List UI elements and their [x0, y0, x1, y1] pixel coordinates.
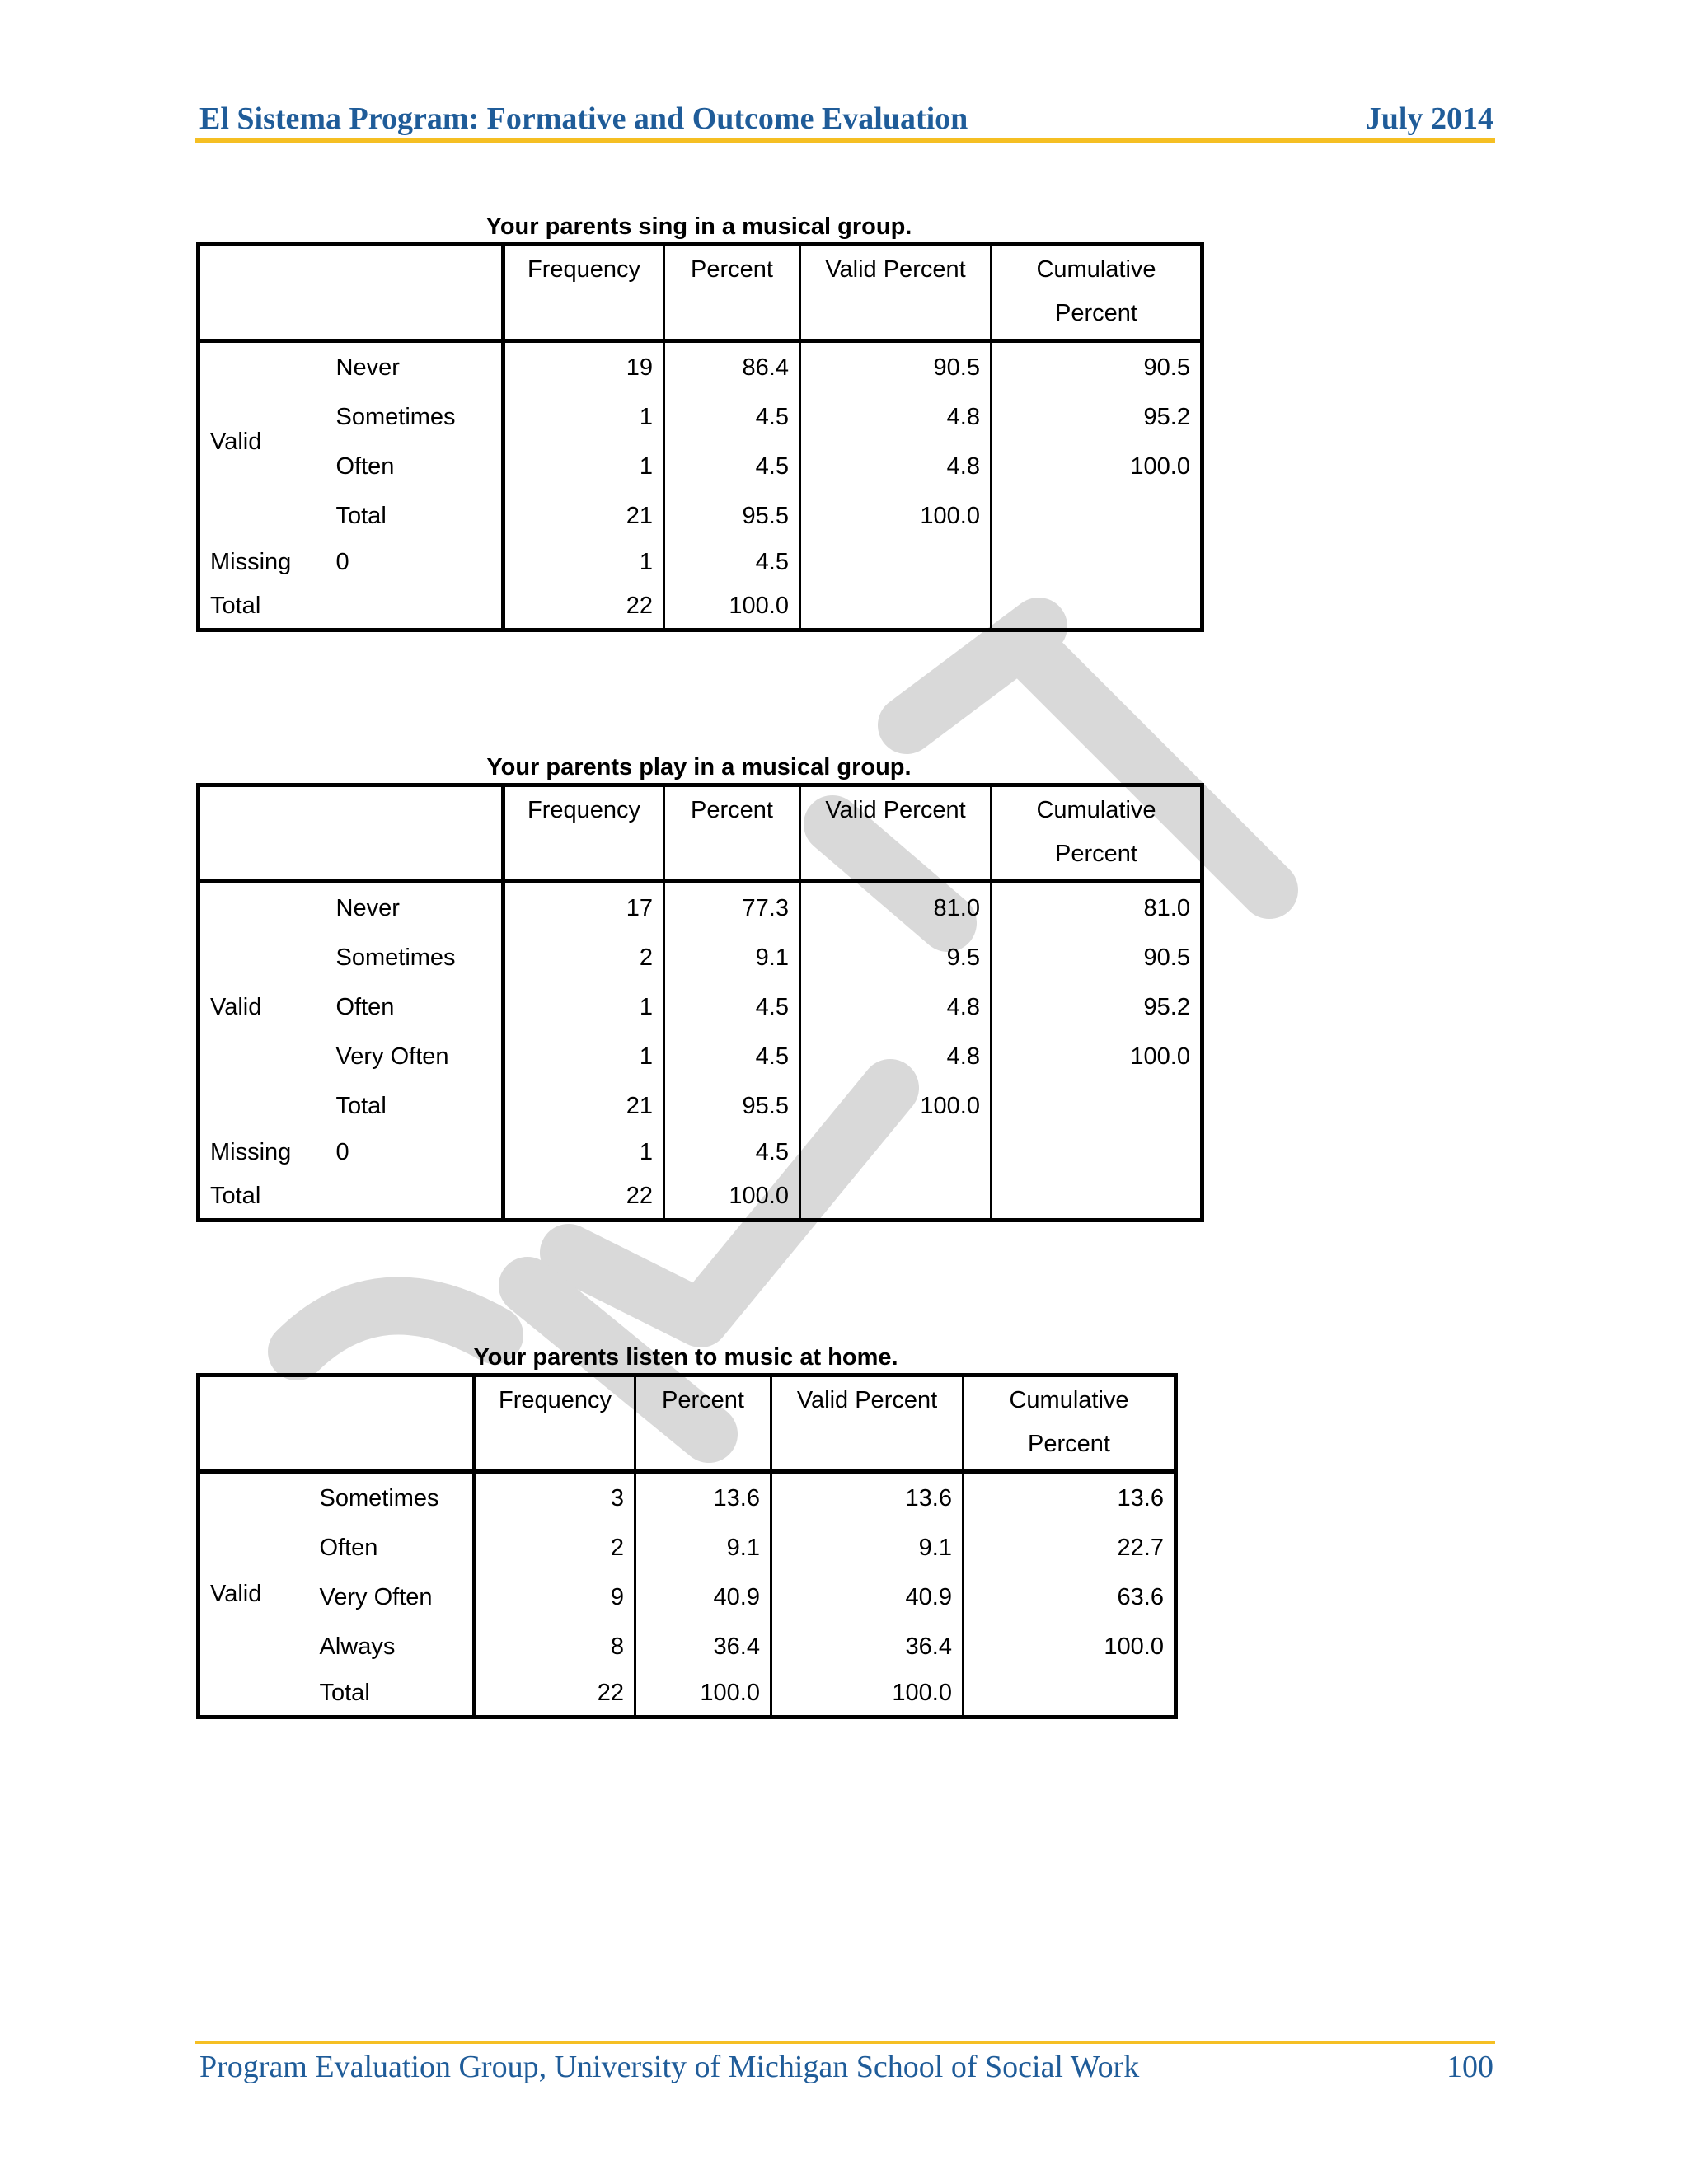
cell-empty	[992, 541, 1203, 584]
cell-frequency: 3	[475, 1472, 635, 1524]
cell-valid-percent: 4.8	[800, 1032, 992, 1081]
col-frequency: Frequency	[475, 1376, 635, 1472]
cell-frequency: 1	[504, 392, 664, 442]
footer-organization: Program Evaluation Group, University of Michigan School of Social Work	[199, 2050, 1140, 2084]
col-cumulative-percent: Cumulative Percent	[992, 245, 1203, 341]
cell-cumulative-percent	[992, 491, 1203, 541]
cell-frequency: 17	[504, 882, 664, 934]
cell-percent: 100.0	[635, 1671, 771, 1718]
row-label: Never	[326, 882, 504, 934]
cell-cumulative-percent: 13.6	[1117, 1484, 1164, 1511]
frequency-table	[196, 242, 1204, 632]
row-label: Often	[310, 1523, 475, 1572]
cell-empty	[800, 1174, 992, 1221]
row-label: Often	[326, 982, 504, 1032]
cell-frequency: 1	[504, 982, 664, 1032]
cell-frequency: 22	[475, 1671, 635, 1718]
page-footer	[198, 2044, 1493, 2090]
cell-frequency: 2	[504, 933, 664, 982]
cell-cumulative-percent: 100.0	[1130, 1043, 1190, 1070]
page-header	[198, 97, 1493, 140]
col-cumulative-percent: Cumulative Percent	[992, 785, 1203, 882]
frequency-table	[196, 783, 1204, 1222]
cell-percent: 4.5	[664, 982, 800, 1032]
table-row	[199, 442, 1203, 491]
cell-frequency: 1	[504, 1032, 664, 1081]
cell-percent: 95.5	[664, 491, 800, 541]
table-row	[199, 1032, 1203, 1081]
cell-empty	[992, 1174, 1203, 1221]
missing-label: Missing	[210, 1139, 292, 1165]
table-row-missing	[199, 1131, 1203, 1174]
table-row	[199, 882, 1203, 934]
frequency-table	[196, 1373, 1178, 1719]
cell-valid-percent: 9.1	[771, 1523, 964, 1572]
col-frequency: Frequency	[504, 785, 664, 882]
cell-frequency: 1	[504, 541, 664, 584]
cell-frequency: 8	[475, 1622, 635, 1671]
cell-valid-percent: 13.6	[771, 1472, 964, 1524]
cell-percent: 4.5	[664, 392, 800, 442]
col-valid-percent: Valid Percent	[800, 785, 992, 882]
cell-percent: 4.5	[664, 442, 800, 491]
cell-valid-percent: 36.4	[771, 1622, 964, 1671]
cell-valid-percent: 4.8	[800, 442, 992, 491]
cell-percent: 9.1	[664, 933, 800, 982]
cell-empty	[992, 1131, 1203, 1174]
table-row	[199, 1622, 1176, 1671]
cell-cumulative-percent: 63.6	[1117, 1583, 1164, 1610]
cell-frequency: 19	[504, 341, 664, 393]
table-caption: Your parents listen to music at home.	[473, 1344, 898, 1371]
table-row	[199, 491, 1203, 541]
cell-percent: 100.0	[664, 584, 800, 630]
cell-empty	[992, 584, 1203, 630]
table-row	[199, 933, 1203, 982]
page-number: 100	[1447, 2050, 1493, 2084]
cell-valid-percent: 9.5	[800, 933, 992, 982]
cell-valid-percent: 90.5	[800, 341, 992, 393]
cell-cumulative-percent: 100.0	[1130, 452, 1190, 480]
cell-frequency: 2	[475, 1523, 635, 1572]
table-row	[199, 1472, 1176, 1524]
cell-percent: 100.0	[664, 1174, 800, 1221]
missing-code: 0	[326, 1131, 504, 1174]
cell-empty	[326, 584, 504, 630]
cell-valid-percent: 100.0	[800, 491, 992, 541]
cell-percent: 40.9	[635, 1572, 771, 1622]
col-frequency: Frequency	[504, 245, 664, 341]
cell-frequency: 9	[475, 1572, 635, 1622]
table-caption: Your parents sing in a musical group.	[485, 213, 912, 240]
cell-percent: 36.4	[635, 1622, 771, 1671]
cell-cumulative-percent: 100.0	[1104, 1633, 1164, 1660]
cell-valid-percent: 81.0	[800, 882, 992, 934]
cell-cumulative-percent	[964, 1671, 1176, 1718]
header-divider	[195, 138, 1495, 143]
cell-cumulative-percent: 90.5	[1143, 354, 1190, 381]
cell-percent: 13.6	[635, 1472, 771, 1524]
cell-valid-percent: 4.8	[800, 982, 992, 1032]
cell-cumulative-percent: 22.7	[1117, 1534, 1164, 1561]
row-label: Sometimes	[310, 1472, 475, 1524]
valid-group-label: Valid	[210, 428, 262, 455]
table-row-missing	[199, 541, 1203, 584]
cell-frequency: 1	[504, 1131, 664, 1174]
cell-percent: 4.5	[664, 1131, 800, 1174]
cell-cumulative-percent: 81.0	[1143, 894, 1190, 921]
cell-empty	[800, 541, 992, 584]
col-valid-percent: Valid Percent	[771, 1376, 964, 1472]
col-percent: Percent	[635, 1376, 771, 1472]
col-valid-percent: Valid Percent	[800, 245, 992, 341]
cell-cumulative-percent: 95.2	[1143, 993, 1190, 1020]
cell-percent: 4.5	[664, 1032, 800, 1081]
cell-cumulative-percent: 90.5	[1143, 944, 1190, 971]
total-label: Total	[210, 593, 261, 619]
table-caption: Your parents play in a musical group.	[486, 754, 912, 780]
report-date: July 2014	[1365, 101, 1493, 136]
col-percent: Percent	[664, 245, 800, 341]
valid-group-label: Valid	[210, 993, 262, 1020]
header-blank	[199, 1376, 475, 1472]
table-row	[199, 392, 1203, 442]
row-label: Total	[326, 491, 504, 541]
header-blank	[199, 785, 504, 882]
cell-percent: 4.5	[664, 541, 800, 584]
row-label: Sometimes	[326, 933, 504, 982]
col-percent: Percent	[664, 785, 800, 882]
row-label: Always	[310, 1622, 475, 1671]
cell-empty	[800, 1131, 992, 1174]
total-label: Total	[210, 1183, 261, 1209]
cell-frequency: 22	[504, 1174, 664, 1221]
row-label: Sometimes	[326, 392, 504, 442]
cell-valid-percent: 100.0	[771, 1671, 964, 1718]
cell-frequency: 22	[504, 584, 664, 630]
table-row	[199, 341, 1203, 393]
col-cumulative-percent: Cumulative Percent	[964, 1376, 1176, 1472]
table-row-total	[199, 1174, 1203, 1221]
cell-frequency: 21	[504, 491, 664, 541]
cell-valid-percent: 4.8	[800, 392, 992, 442]
table-row	[199, 1671, 1176, 1718]
table-row	[199, 1572, 1176, 1622]
valid-group-label: Valid	[210, 1581, 262, 1607]
table-row	[199, 982, 1203, 1032]
cell-frequency: 21	[504, 1081, 664, 1131]
cell-empty	[326, 1174, 504, 1221]
row-label: Total	[310, 1671, 475, 1718]
cell-valid-percent: 40.9	[771, 1572, 964, 1622]
cell-percent: 77.3	[664, 882, 800, 934]
row-label: Often	[326, 442, 504, 491]
table-row-total	[199, 584, 1203, 630]
missing-code: 0	[326, 541, 504, 584]
row-label: Very Often	[326, 1032, 504, 1081]
missing-label: Missing	[210, 549, 292, 575]
row-label: Very Often	[310, 1572, 475, 1622]
cell-percent: 86.4	[664, 341, 800, 393]
header-blank	[199, 245, 504, 341]
table-row	[199, 1081, 1203, 1131]
row-label: Total	[326, 1081, 504, 1131]
row-label: Never	[326, 341, 504, 393]
cell-percent: 95.5	[664, 1081, 800, 1131]
cell-cumulative-percent	[992, 1081, 1203, 1131]
cell-frequency: 1	[504, 442, 664, 491]
cell-cumulative-percent: 95.2	[1143, 403, 1190, 430]
cell-empty	[800, 584, 992, 630]
report-title: El Sistema Program: Formative and Outcome Evaluation	[199, 101, 968, 136]
cell-percent: 9.1	[635, 1523, 771, 1572]
cell-valid-percent: 100.0	[800, 1081, 992, 1131]
table-row	[199, 1523, 1176, 1572]
